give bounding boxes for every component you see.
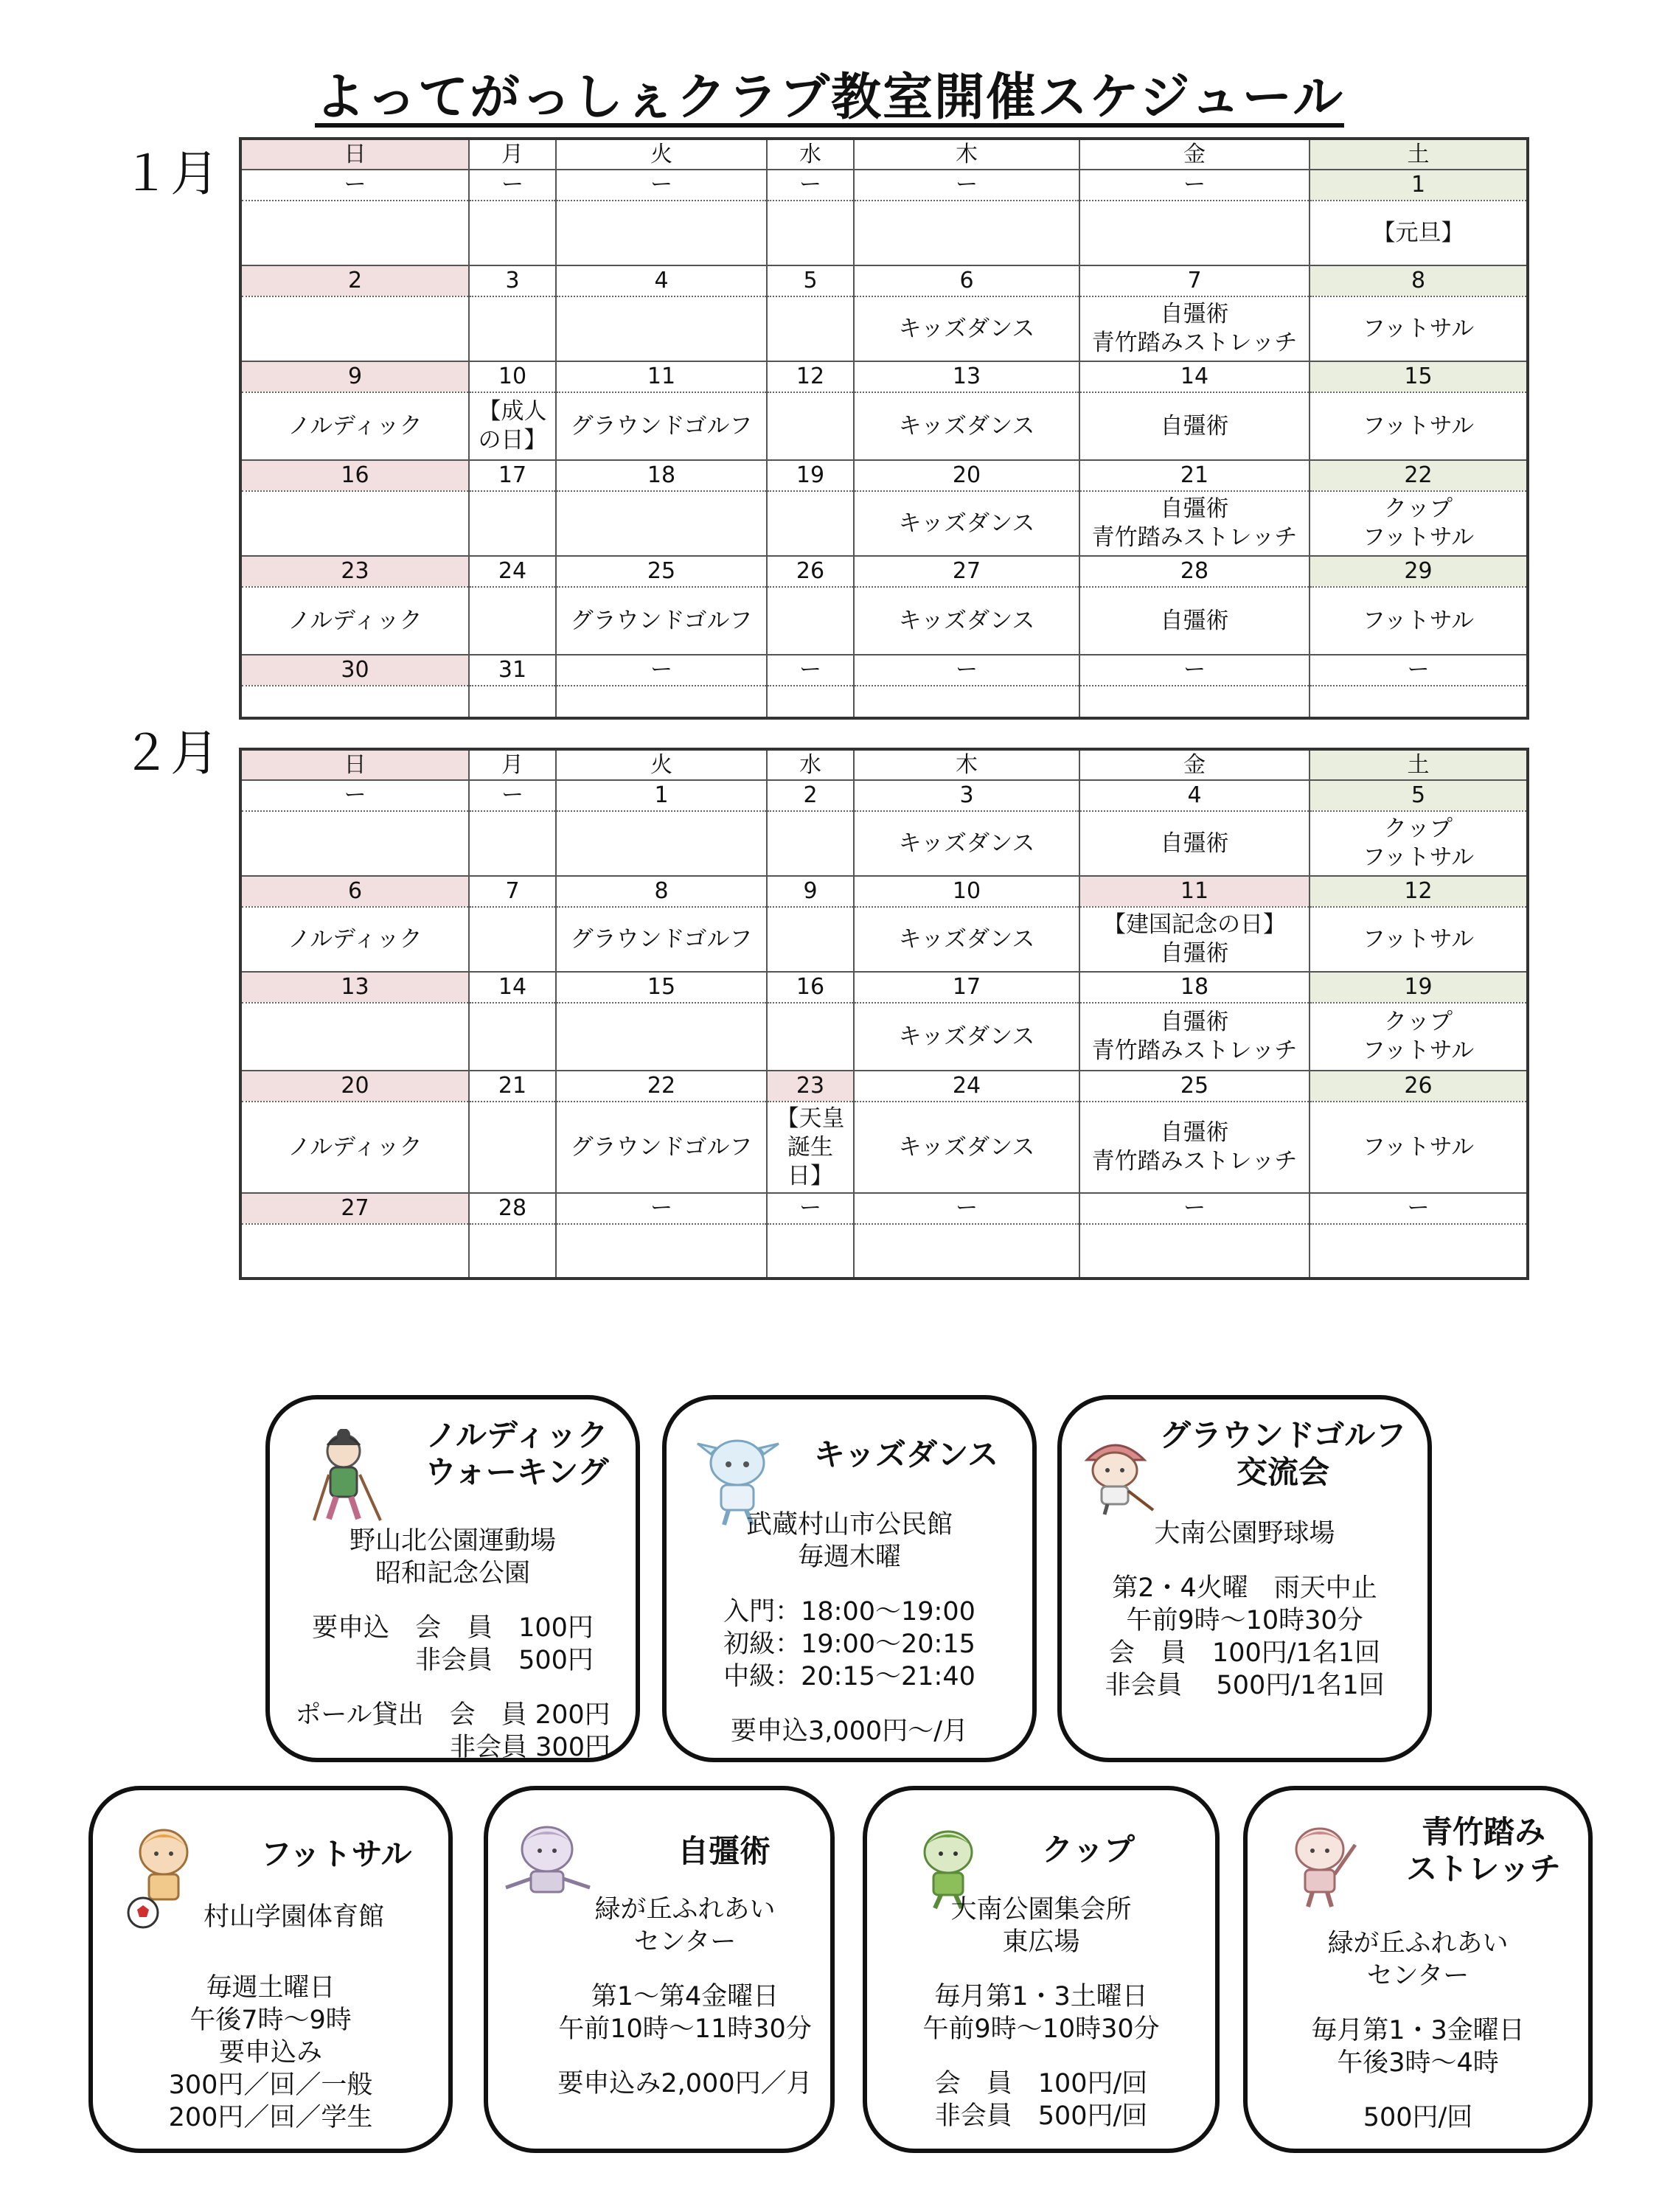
day-number: 3 [469,265,556,296]
january-calendar [239,137,1529,720]
detail-line: 午前10時～11時30分 [558,2014,812,2044]
day-activity: 【元旦】 [1310,201,1528,265]
day-activity [469,491,556,556]
card-cup [863,1786,1220,2153]
detail-line: 会 員 100円/回 [934,2069,1148,2098]
day-number: ー [556,1193,767,1224]
day-number: 14 [469,972,556,1003]
day-number: 20 [240,1071,469,1102]
day-number: 13 [854,361,1079,392]
card-kids-dance [662,1395,1037,1762]
detail-line: 毎月第1・3金曜日 [1311,2016,1525,2045]
detail-line: 非会員 500円/1名1回 [1105,1671,1385,1700]
day-activity [556,811,767,876]
day-number: 12 [767,361,854,392]
day-number: 5 [767,265,854,296]
day-activity: ノルディック [240,907,469,972]
day-activity [240,201,469,265]
weekday-header: 木 [854,749,1079,780]
detail-line: 昭和記念公園 [375,1559,530,1588]
day-activity [556,491,767,556]
card-details [1248,1927,1588,2134]
detail-line: 非会員 300円 [295,1733,611,1762]
day-number: ー [1310,655,1528,686]
day-number: ー [469,170,556,201]
day-number: 10 [854,876,1079,907]
day-number: 15 [556,972,767,1003]
day-activity [469,686,556,718]
detail-line: 要申込 会 員 100円 [312,1613,594,1643]
day-number: 16 [240,460,469,491]
card-title: キッズダンス [813,1436,999,1472]
detail-line: 毎月第1・3土曜日 [934,1982,1148,2011]
card-details [867,1893,1215,2132]
day-activity [469,1224,556,1279]
day-activity [854,686,1079,718]
day-number: 17 [469,460,556,491]
day-activity: 自彊術 青竹踏みストレッチ [1079,296,1310,361]
card-details [667,1509,1032,1747]
day-number: 1 [1310,170,1528,201]
day-activity [469,1102,556,1193]
day-activity: ノルディック [240,1102,469,1193]
detail-line: 毎週木曜 [797,1543,901,1572]
detail-line: 500円/回 [1363,2103,1473,2132]
detail-line: 非会員 500円 [312,1646,594,1675]
day-number: 7 [469,876,556,907]
detail-line: 要申込み2,000円／月 [557,2069,813,2098]
day-number: 26 [1310,1071,1528,1102]
day-activity: グラウンドゴルフ [556,587,767,655]
day-number: 1 [556,780,767,811]
detail-line: 午後3時～4時 [1337,2048,1499,2078]
detail-line: 第1～第4金曜日 [591,1982,779,2011]
day-activity: キッズダンス [854,587,1079,655]
detail-line: 毎週土曜日 [206,1973,335,2003]
day-activity [767,587,854,655]
detail-line: 入門：18:00～19:00 [723,1597,975,1627]
day-number: 8 [556,876,767,907]
day-number: ー [240,780,469,811]
card-details [1062,1517,1427,1702]
weekday-header: 木 [854,139,1079,170]
day-activity [767,686,854,718]
day-number: 21 [469,1071,556,1102]
day-activity [240,686,469,718]
day-activity [767,1003,854,1071]
day-number: 19 [1310,972,1528,1003]
day-activity: 自彊術 青竹踏みストレッチ [1079,491,1310,556]
day-number: 6 [854,265,1079,296]
day-number: 9 [240,361,469,392]
day-activity: 自彊術 [1079,811,1310,876]
day-number: 27 [240,1193,469,1224]
day-number: 10 [469,361,556,392]
day-activity: フットサル [1310,907,1528,972]
detail-line: 緑が丘ふれあい [1327,1929,1509,1958]
day-activity [767,201,854,265]
day-number: 11 [556,361,767,392]
day-activity: クップ フットサル [1310,811,1528,876]
day-activity [767,296,854,361]
card-title: グラウンドゴルフ 交流会 [1159,1417,1407,1490]
day-activity [854,201,1079,265]
day-activity [240,491,469,556]
weekday-header: 月 [469,139,556,170]
weekday-header: 月 [469,749,556,780]
day-activity [556,296,767,361]
day-activity [469,1003,556,1071]
day-activity: 【成人 の日】 [469,392,556,460]
weekday-header: 火 [556,139,767,170]
day-number: 17 [854,972,1079,1003]
day-activity [240,1224,469,1279]
day-number: 3 [854,780,1079,811]
card-details [93,1972,448,2134]
detail-line: 大南公園野球場 [1154,1519,1335,1548]
day-number: ー [240,170,469,201]
day-activity [767,1224,854,1279]
day-number: ー [767,170,854,201]
day-activity [1079,201,1310,265]
day-number: ー [1079,170,1310,201]
detail-line: センター [633,1927,737,1957]
detail-line: 第2・4火曜 雨天中止 [1112,1573,1377,1603]
card-title: ノルディック ウォーキング [425,1417,609,1490]
day-activity [767,491,854,556]
detail-line: 午前9時～10時30分 [922,2014,1160,2044]
weekday-header: 金 [1079,749,1310,780]
day-activity [767,811,854,876]
day-number: 5 [1310,780,1528,811]
day-activity: グラウンドゴルフ [556,1102,767,1193]
january-label: １月 [122,145,219,202]
weekday-header: 日 [240,749,469,780]
day-number: ー [767,655,854,686]
day-activity: キッズダンス [854,907,1079,972]
weekday-header: 金 [1079,139,1310,170]
day-number: ー [556,655,767,686]
day-number: 24 [469,556,556,587]
detail-line: ポール貸出 会 員 200円 [295,1700,611,1730]
day-activity [469,587,556,655]
day-number: 16 [767,972,854,1003]
day-activity [1079,686,1310,718]
day-number: 30 [240,655,469,686]
day-number: ー [1310,1193,1528,1224]
day-activity: キッズダンス [854,811,1079,876]
day-number: 27 [854,556,1079,587]
day-activity [240,296,469,361]
day-activity [556,686,767,718]
day-number: ー [854,655,1079,686]
detail-line: 午後7時～9時 [189,2006,352,2035]
card-title: クップ [1041,1832,1135,1868]
detail-line: 中級：20:15～21:40 [723,1662,975,1691]
card-aotake-stretch [1243,1786,1593,2153]
day-activity: フットサル [1310,392,1528,460]
day-activity: 【天皇 誕生 日】 [767,1102,854,1193]
day-activity [556,201,767,265]
detail-line: 会 員 100円/1名1回 [1108,1638,1381,1668]
day-number: 18 [1079,972,1310,1003]
day-activity [1310,1224,1528,1279]
card-nordic-walking [265,1395,640,1762]
detail-line: 野山北公園運動場 [349,1526,556,1556]
day-number: 23 [767,1071,854,1102]
page-title: よってがっしぇクラブ教室開催スケジュール [315,69,1344,127]
detail-line: センター [1366,1961,1470,1991]
day-number: 18 [556,460,767,491]
detail-line: 緑が丘ふれあい [594,1895,776,1924]
day-number: ー [469,780,556,811]
day-activity: 自彊術 [1079,392,1310,460]
day-activity: フットサル [1310,296,1528,361]
day-activity: キッズダンス [854,1003,1079,1071]
weekday-header: 日 [240,139,469,170]
day-number: ー [767,1193,854,1224]
card-title: 自彊術 [677,1833,771,1869]
day-activity [240,1003,469,1071]
day-number: ー [556,170,767,201]
day-number: ー [854,1193,1079,1224]
day-number: 4 [1079,780,1310,811]
day-number: ー [1079,655,1310,686]
day-activity: ノルディック [240,392,469,460]
day-number: ー [1079,1193,1310,1224]
day-number: 6 [240,876,469,907]
february-calendar [239,748,1529,1280]
day-activity [469,811,556,876]
day-activity: 【建国記念の日】 自彊術 [1079,907,1310,972]
card-details [488,1893,830,2100]
day-number: 28 [469,1193,556,1224]
day-number: 2 [240,265,469,296]
february-label: ２月 [122,725,219,782]
day-activity: キッズダンス [854,296,1079,361]
detail-line: 東広場 [1002,1927,1080,1957]
day-activity [240,811,469,876]
day-activity [556,1003,767,1071]
day-activity [1310,686,1528,718]
day-activity: グラウンドゴルフ [556,907,767,972]
day-activity [469,201,556,265]
day-number: 21 [1079,460,1310,491]
day-number: 31 [469,655,556,686]
card-details [270,1525,636,1764]
card-title: 青竹踏み ストレッチ [1406,1814,1561,1887]
day-number: 26 [767,556,854,587]
day-activity: クップ フットサル [1310,1003,1528,1071]
day-number: 2 [767,780,854,811]
day-number: 9 [767,876,854,907]
day-number: 8 [1310,265,1528,296]
day-number: 25 [1079,1071,1310,1102]
day-activity: 自彊術 青竹踏みストレッチ [1079,1003,1310,1071]
day-number: 4 [556,265,767,296]
day-number: 14 [1079,361,1310,392]
day-number: 23 [240,556,469,587]
detail-line: 要申込み [218,2038,322,2067]
weekday-header: 土 [1310,139,1528,170]
day-activity [469,907,556,972]
day-activity [854,1224,1079,1279]
day-number: 22 [556,1071,767,1102]
day-number: 13 [240,972,469,1003]
day-activity: キッズダンス [854,1102,1079,1193]
day-number: ー [854,170,1079,201]
futsal-venue: 村山学園体育館 [204,1902,385,1932]
detail-line: 武蔵村山市公民館 [745,1510,953,1540]
day-number: 7 [1079,265,1310,296]
day-number: 24 [854,1071,1079,1102]
weekday-header: 火 [556,749,767,780]
day-activity: キッズダンス [854,392,1079,460]
day-number: 29 [1310,556,1528,587]
day-activity [1079,1224,1310,1279]
soccer-mascot-icon [127,1820,208,1930]
day-number: 25 [556,556,767,587]
day-activity [767,907,854,972]
day-activity [556,1224,767,1279]
day-activity [469,296,556,361]
detail-line: 午前9時～10時30分 [1126,1606,1363,1635]
card-title: フットサル [260,1836,412,1872]
card-futsal [88,1786,453,2153]
day-activity: フットサル [1310,1102,1528,1193]
day-activity: ノルディック [240,587,469,655]
weekday-header: 土 [1310,749,1528,780]
stretch-mascot-icon [1279,1815,1367,1911]
day-activity: フットサル [1310,587,1528,655]
day-number: 19 [767,460,854,491]
card-ground-golf [1057,1395,1432,1762]
detail-line: 要申込3,000円～/月 [731,1717,968,1746]
detail-line: 200円／回／学生 [168,2103,373,2132]
day-number: 11 [1079,876,1310,907]
detail-line: 非会員 500円/回 [934,2101,1148,2131]
day-activity: 自彊術 [1079,587,1310,655]
weekday-header: 水 [767,139,854,170]
weekday-header: 水 [767,749,854,780]
day-activity: 自彊術 青竹踏みストレッチ [1079,1102,1310,1193]
day-activity [767,392,854,460]
day-activity: グラウンドゴルフ [556,392,767,460]
detail-line: 300円／回／一般 [168,2070,373,2100]
day-number: 15 [1310,361,1528,392]
day-number: 12 [1310,876,1528,907]
detail-line: 初級：19:00～20:15 [723,1630,975,1659]
walker-mascot-icon [307,1429,388,1525]
day-number: 28 [1079,556,1310,587]
day-number: 22 [1310,460,1528,491]
detail-line: 大南公園集会所 [950,1895,1132,1924]
day-number: 20 [854,460,1079,491]
card-jikyojutsu [484,1786,835,2153]
day-activity: クップ フットサル [1310,491,1528,556]
exercise-mascot-icon [501,1817,597,1905]
day-activity: キッズダンス [854,491,1079,556]
